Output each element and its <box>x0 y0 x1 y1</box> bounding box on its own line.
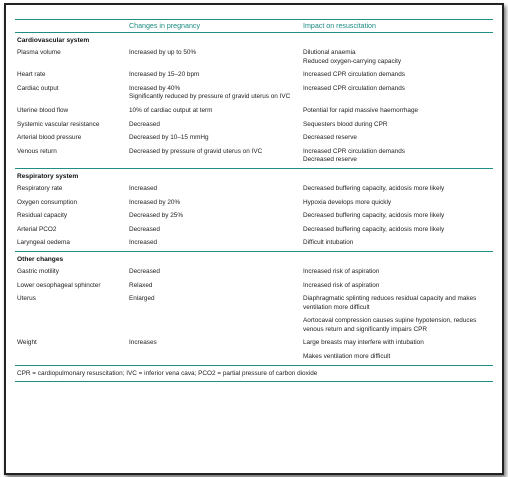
parameter-cell: Uterine blood flow <box>17 106 69 114</box>
parameter-cell: Plasma volume <box>17 49 61 56</box>
impact-cell: Decreased buffering capacity, acidosis more likely <box>303 225 445 233</box>
parameter-cell: Systemic vascular resistance <box>17 120 100 128</box>
impact-cell: Increased risk of aspiration <box>303 267 380 275</box>
table-row <box>15 132 493 146</box>
change-cell <box>129 317 303 334</box>
change-cell: Decreased <box>129 225 160 233</box>
parameter-cell: Lower oesophageal sphincter <box>17 281 101 289</box>
table-row <box>15 210 493 224</box>
header-changes: Changes in pregnancy <box>129 22 200 30</box>
section-title: Respiratory system <box>17 172 79 180</box>
bottom-rule <box>15 381 493 382</box>
section-title: Cardiovascular system <box>17 37 90 44</box>
table-row <box>15 69 493 83</box>
change-cell: Increased by 20% <box>129 198 181 206</box>
change-cell: Increases <box>129 339 157 347</box>
header-impact: Impact on resuscitation <box>303 22 376 30</box>
impact-cell: Sequesters blood during CPR <box>303 120 388 128</box>
table-row <box>15 197 493 211</box>
parameter-cell: Laryngeal oedema <box>17 239 70 247</box>
parameter-cell: Oxygen consumption <box>17 198 78 206</box>
impact-cell: Makes ventilation more difficult <box>303 353 391 361</box>
parameter-cell <box>15 353 129 362</box>
change-cell: Increased by 40% Significantly reduced by pressure of gravid uterus on IVC <box>129 84 291 101</box>
footnote: CPR = cardiopulmonary resuscitation; IVC = inferior vena cava; PCO2 = partial pressure of carbon dioxide <box>17 369 318 377</box>
table-row <box>15 293 493 315</box>
parameter-cell: Venous return <box>17 147 57 155</box>
table-body <box>15 33 493 365</box>
change-cell: Decreased <box>129 120 160 128</box>
section-title: Other changes <box>17 255 64 263</box>
impact-cell: Hypoxia develops more quickly <box>303 198 392 206</box>
table-row <box>15 280 493 294</box>
parameter-cell: Respiratory rate <box>17 184 63 192</box>
impact-cell: Dilutional anaemia Reduced oxygen-carrying capacity <box>303 49 402 65</box>
change-cell: Increased <box>129 239 158 247</box>
table-row <box>15 119 493 133</box>
parameter-cell: Heart rate <box>17 71 46 79</box>
impact-cell: Aortocaval compression causes supine hypotension, reduces venous return and significantly impairs CPR <box>303 317 477 333</box>
table-row <box>15 83 493 105</box>
table-row <box>15 183 493 197</box>
impact-cell: Increased CPR circulation demands <box>303 84 405 92</box>
change-cell: Increased <box>129 184 158 192</box>
parameter-cell: Uterus <box>17 295 36 303</box>
change-cell: Increased by 15–20 bpm <box>129 71 200 79</box>
impact-cell: Decreased buffering capacity, acidosis more likely <box>303 184 445 192</box>
parameter-cell: Gastric motility <box>17 267 59 275</box>
parameter-cell: Residual capacity <box>17 212 68 220</box>
table-row <box>15 237 493 251</box>
parameter-cell: Weight <box>17 339 37 347</box>
change-cell: Decreased by 25% <box>129 212 183 220</box>
change-cell: Enlarged <box>129 295 155 303</box>
change-cell: Decreased <box>129 267 160 275</box>
table-row <box>15 105 493 119</box>
impact-cell: Difficult intubation <box>303 239 354 247</box>
change-cell: Relaxed <box>129 281 153 289</box>
change-cell <box>129 353 303 362</box>
header-row <box>15 20 493 32</box>
impact-cell: Decreased buffering capacity, acidosis more likely <box>303 212 445 220</box>
parameter-cell: Arterial blood pressure <box>17 134 82 142</box>
change-cell: Decreased by 10–15 mmHg <box>129 134 209 142</box>
change-cell: Increased by up to 50% <box>129 49 197 56</box>
impact-cell: Increased risk of aspiration <box>303 281 380 289</box>
parameter-cell: Arterial PCO2 <box>17 225 57 233</box>
table <box>15 19 493 382</box>
change-cell: Decreased by pressure of gravid uterus on IVC <box>129 147 263 155</box>
impact-cell: Increased CPR circulation demands Decreased reserve <box>303 147 405 164</box>
table-row <box>15 266 493 280</box>
table-row <box>15 315 493 337</box>
parameter-cell: Cardiac output <box>17 84 59 92</box>
table-row <box>15 337 493 351</box>
table-frame <box>4 3 504 475</box>
impact-cell: Potential for rapid massive haemorrhage <box>303 106 419 114</box>
parameter-cell <box>15 317 129 334</box>
table-row <box>15 47 493 69</box>
table-row <box>15 351 493 365</box>
impact-cell: Diaphragmatic splinting reduces residual capacity and makes ventilation more difficult <box>303 295 477 311</box>
table-row <box>15 146 493 168</box>
change-cell: 10% of cardiac output at term <box>129 106 213 114</box>
impact-cell: Large breasts may interfere with intubation <box>303 339 424 347</box>
impact-cell: Decreased reserve <box>303 134 357 142</box>
impact-cell: Increased CPR circulation demands <box>303 71 405 79</box>
table-row <box>15 224 493 238</box>
